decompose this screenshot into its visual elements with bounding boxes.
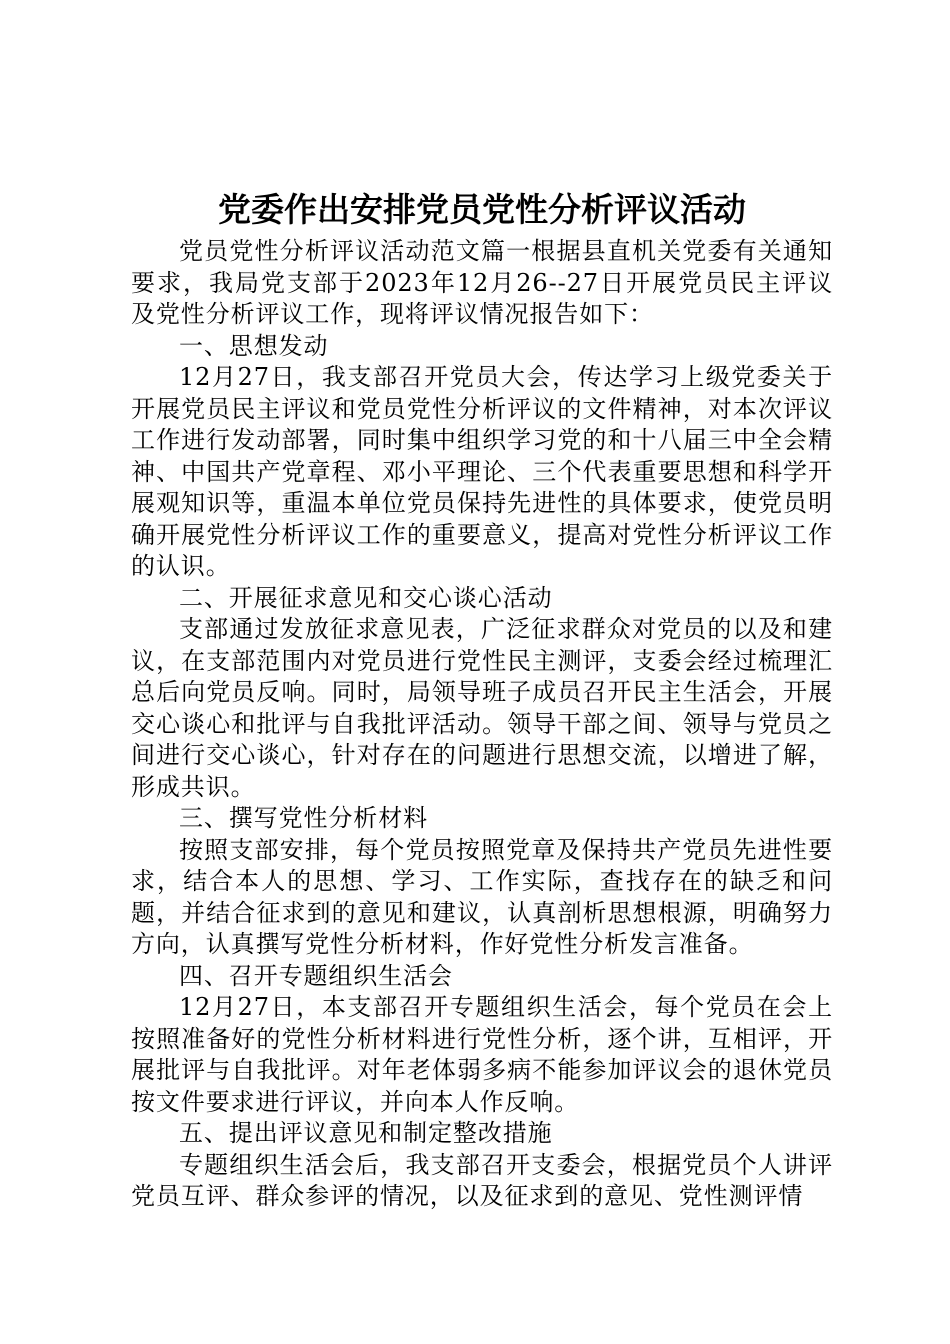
paragraph-section-4: 12月27日，本支部召开专题组织生活会，每个党员在会上按照准备好的党性分析材料进行党性分析，逐个讲，互相评，开展批评与自我批评。对年老体弱多病不能参加评议会的退休党员按文件要求进行评议，并向本人作反响。 (131, 993, 833, 1116)
document-content (131, 188, 833, 1213)
paragraph-intro: 党员党性分析评议活动范文篇一根据县直机关党委有关通知要求，我局党支部于2023年12月26--27日开展党员民主评议及党性分析评议工作，现将评议情况报告如下： (131, 237, 833, 328)
paragraph-section-2: 支部通过发放征求意见表，广泛征求群众对党员的以及和建议，在支部范围内对党员进行党性民主测评，支委会经过梳理汇总后向党员反响。同时，局领导班子成员召开民主生活会，开展交心谈心和批评与自我批评活动。领导干部之间、领导与党员之间进行交心谈心，针对存在的问题进行思想交流，以增进了解，形成共识。 (131, 615, 833, 801)
paragraph-section-1: 12月27日，我支部召开党员大会，传达学习上级党委关于开展党员民主评议和党员党性分析评议的文件精神，对本次评议工作进行发动部署，同时集中组织学习党的和十八届三中全会精神、中国共产党章程、邓小平理论、三个代表重要思想和科学开展观知识等，重温本单位党员保持先进性的具体要求，使党员明确开展党性分析评议工作的重要意义，提高对党性分析评议工作的认识。 (131, 363, 833, 580)
section-heading-1: 一、思想发动 (179, 331, 329, 360)
section-heading-2: 二、开展征求意见和交心谈心活动 (179, 583, 553, 612)
section-heading-4: 四、召开专题组织生活会 (179, 961, 453, 990)
paragraph-section-5: 专题组织生活会后，我支部召开支委会，根据党员个人讲评党员互评、群众参评的情况，以及征求到的意见、党性测评情 (131, 1150, 833, 1210)
document-title: 党委作出安排党员党性分析评议活动 (218, 190, 746, 229)
paragraph-section-3: 按照支部安排，每个党员按照党章及保持共产党员先进性要求，结合本人的思想、学习、工作实际，查找存在的缺乏和问题，并结合征求到的意见和建议，认真剖析思想根源，明确努力方向，认真撰写党性分析材料，作好党性分析发言准备。 (131, 835, 833, 958)
section-heading-5: 五、提出评议意见和制定整改措施 (179, 1119, 553, 1147)
section-heading-3: 三、撰写党性分析材料 (179, 804, 428, 832)
